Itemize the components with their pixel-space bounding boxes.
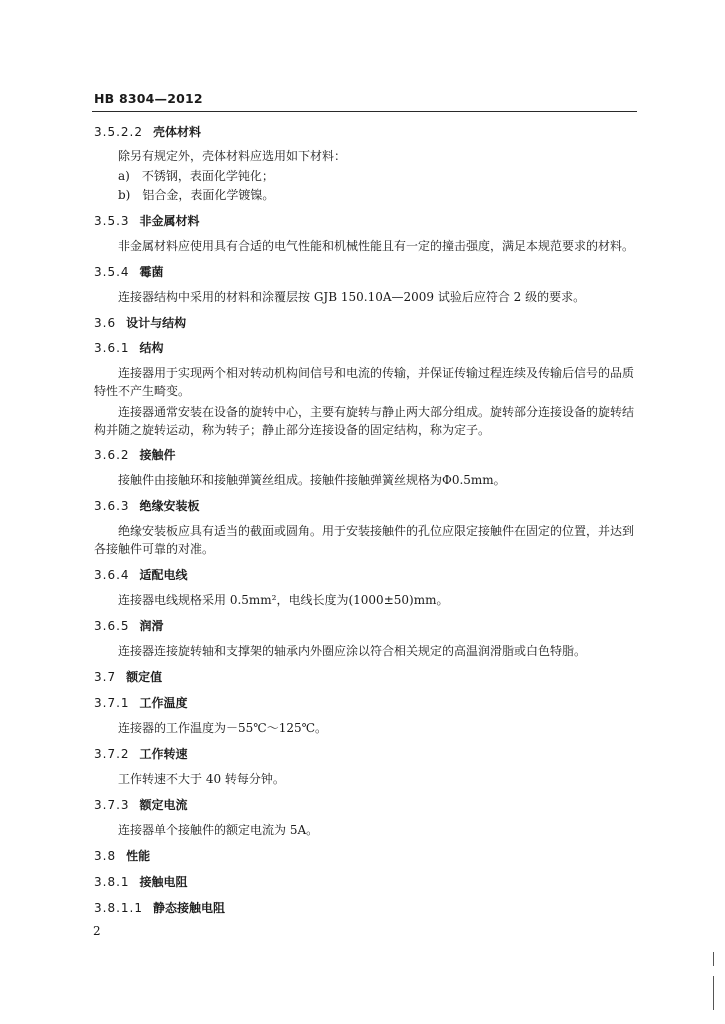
section-title: 绝缘安装板: [139, 499, 200, 513]
section-heading: [94, 847, 150, 864]
section-number: 3.5.2.2: [94, 125, 143, 139]
section-title: 工作温度: [139, 696, 188, 710]
section-heading: [94, 263, 164, 280]
section-heading: [94, 497, 200, 514]
section-title: 适配电线: [139, 568, 188, 582]
section-title: 接触电阻: [139, 875, 188, 889]
section-number: 3.8.1: [94, 875, 130, 889]
paragraph: 除另有规定外，壳体材料应选用如下材料：: [118, 149, 347, 163]
section-heading: [94, 796, 188, 813]
list-item: a) 不锈钢，表面化学钝化；: [118, 169, 274, 183]
standard-code-header: HB 8304—2012: [94, 91, 203, 106]
scan-edge-mark: [713, 952, 714, 966]
section-number: 3.7.2: [94, 747, 130, 761]
section-title: 接触件: [139, 448, 176, 462]
paragraph-continuation: 各接触件可靠的对准。: [94, 542, 215, 556]
paragraph-continuation: 构并随之旋转运动，称为转子；静止部分连接设备的固定结构，称为定子。: [94, 423, 491, 437]
section-number: 3.5.3: [94, 214, 130, 228]
paragraph: 连接器电线规格采用 0.5mm²，电线长度为(1000±50)mm。: [118, 593, 449, 607]
paragraph: 连接器连接旋转轴和支撑架的轴承内外圈应涂以符合相关规定的高温润滑脂或白色特脂。: [118, 644, 587, 658]
section-number: 3.8.1.1: [94, 901, 143, 915]
section-title: 润滑: [139, 619, 164, 633]
section-number: 3.5.4: [94, 265, 130, 279]
section-number: 3.7.1: [94, 696, 130, 710]
scan-edge-mark: [713, 976, 714, 1010]
section-heading: [94, 617, 164, 634]
paragraph-continuation: 特性不产生畸变。: [94, 384, 191, 398]
section-title: 霉菌: [139, 265, 164, 279]
paragraph: 连接器单个接触件的额定电流为 5A。: [118, 823, 319, 837]
paragraph: 接触件由接触环和接触弹簧丝组成。接触件接触弹簧丝规格为Φ0.5mm。: [118, 473, 506, 487]
section-number: 3.6.4: [94, 568, 130, 582]
section-number: 3.6.1: [94, 341, 130, 355]
section-heading: [94, 566, 188, 583]
section-heading: [94, 873, 188, 890]
section-heading: [94, 314, 186, 331]
section-title: 非金属材料: [139, 214, 200, 228]
section-heading: [94, 745, 188, 762]
section-number: 3.6.2: [94, 448, 130, 462]
paragraph: 连接器的工作温度为－55℃～125℃。: [118, 721, 328, 735]
paragraph: 绝缘安装板应具有适当的截面或圆角。用于安装接触件的孔位应限定接触件在固定的位置，并达到: [118, 524, 635, 538]
section-title: 设计与结构: [126, 316, 187, 330]
section-title: 壳体材料: [152, 125, 201, 139]
section-title: 静态接触电阻: [152, 901, 225, 915]
section-title: 额定电流: [139, 798, 188, 812]
page-number: 2: [93, 924, 101, 938]
section-title: 额定值: [126, 670, 163, 684]
section-number: 3.6.3: [94, 499, 130, 513]
section-number: 3.6: [94, 316, 117, 330]
list-item: b) 铝合金，表面化学镀镍。: [118, 188, 275, 202]
section-title: 结构: [139, 341, 164, 355]
section-number: 3.8: [94, 849, 117, 863]
section-number: 3.6.5: [94, 619, 130, 633]
section-heading: [94, 212, 200, 229]
section-title: 性能: [126, 849, 151, 863]
section-heading: [94, 446, 176, 463]
section-title: 工作转速: [139, 747, 188, 761]
section-number: 3.7.3: [94, 798, 130, 812]
header-rule: [92, 111, 637, 112]
paragraph: 连接器结构中采用的材料和涂覆层按 GJB 150.10A—2009 试验后应符合 2 级的要求。: [118, 290, 586, 304]
paragraph: 工作转速不大于 40 转每分钟。: [118, 772, 285, 786]
section-heading: [94, 899, 225, 916]
section-heading: [94, 694, 188, 711]
section-heading: [94, 123, 201, 140]
paragraph: 连接器通常安装在设备的旋转中心，主要有旋转与静止两大部分组成。旋转部分连接设备的旋转结: [118, 405, 635, 419]
paragraph: 连接器用于实现两个相对转动机构间信号和电流的传输，并保证传输过程连续及传输后信号的品质: [118, 366, 635, 380]
section-heading: [94, 339, 164, 356]
section-number: 3.7: [94, 670, 117, 684]
section-heading: [94, 668, 162, 685]
paragraph: 非金属材料应使用具有合适的电气性能和机械性能且有一定的撞击强度，满足本规范要求的材料。: [118, 239, 635, 253]
